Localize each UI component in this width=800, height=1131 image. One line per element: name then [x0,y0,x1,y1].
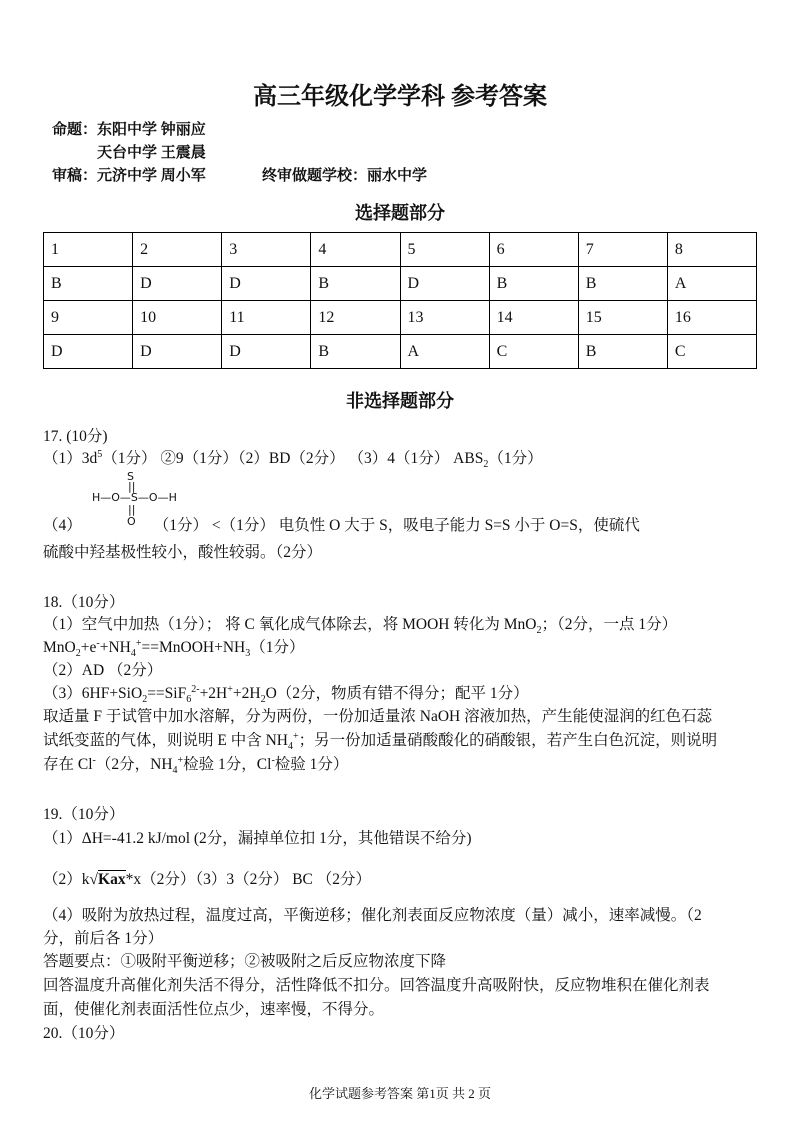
answer-line [43,448,543,470]
text-segment: +2H [199,685,228,702]
text-segment: + [292,730,299,742]
text-segment: （1）空气中加热（1分）； 将 C 氧化成气体除去，将 MOOH 转化为 MnO [43,616,537,633]
table-cell: 1 [44,233,133,267]
answer-line [43,706,712,728]
table-row [44,267,757,301]
text-segment: - [92,754,96,766]
answer-line [43,828,472,850]
text-segment: MnO [43,639,76,656]
text-segment: ；（2分，一点 1分） [541,616,678,633]
answer-line [43,999,384,1021]
text-segment: 面，使催化剂表面活性位点少，速率慢，不得分。 [43,1001,385,1018]
text-segment: （1）3d [43,450,98,467]
text-segment: 检验 1分） [274,756,349,773]
table-cell: B [489,267,578,301]
table-cell: A [667,267,756,301]
table-cell: 7 [578,233,667,267]
text-segment: 5 [97,448,103,460]
text-segment: 2- [191,683,200,695]
table-cell: 11 [222,301,311,335]
text-segment: *x（2分）（3）3（2分） BC （2分） [125,871,372,888]
author-1: 东阳中学 钟丽应 [97,122,206,138]
text-segment: 2 [536,625,542,637]
table-cell: D [133,267,222,301]
answer-line [43,869,371,891]
table-cell: 4 [311,233,400,267]
table-cell: B [44,267,133,301]
table-cell: B [578,267,667,301]
text-segment: （2）k [43,871,90,888]
table-cell: A [400,335,489,369]
text-segment: +2H [232,685,261,702]
structure-top-atom: S [127,470,134,483]
text-segment: + [227,683,233,695]
table-cell: B [578,335,667,369]
text-segment: （1分） [250,639,305,656]
text-segment: 4 [172,765,178,777]
text-segment: （4）吸附为放热过程，温度过高，平衡逆移；催化剂表面反应物浓度（量）减小，速率减慢。（2 [43,907,702,924]
text-segment: 20.（10分） [43,1025,125,1042]
text-segment: 2 [75,648,81,660]
table-cell: B [311,267,400,301]
text-segment: Kax [98,871,126,888]
text-segment: - [96,637,100,649]
answer-line [43,660,162,682]
answer-line [43,754,348,776]
text-segment: 19.（10分） [43,806,125,823]
text-segment: （2分，NH [95,756,173,773]
answer-line [43,804,124,826]
text-segment: （1分） <（1分） 电负性 O 大于 S，吸电子能力 S=S 小于 O=S，使硫代 [153,517,640,534]
text-segment: 存在 Cl [43,756,93,773]
answer-line [43,614,677,636]
answer-line [43,951,446,973]
table-cell: 8 [667,233,756,267]
text-segment: （1）ΔH=-41.2 kJ/mol (2分，漏掉单位扣 1分，其他错误不给分) [43,830,472,847]
answer-line [43,928,163,950]
table-row [44,233,757,267]
text-segment: 2 [483,459,489,471]
table-cell: 10 [133,301,222,335]
answer-line [43,426,108,448]
answer-table [43,232,757,369]
page-title: 高三年级化学学科 参考答案 [253,84,547,110]
answer-line [43,592,124,614]
text-segment: +NH [99,639,131,656]
text-segment: 硫酸中羟基极性较小，酸性较弱。（2分） [43,544,323,561]
reviewer-line [52,164,206,185]
text-segment: 2 [142,694,148,706]
reviewer: 元济中学 周小军 [97,168,206,184]
text-segment: （1分） [488,450,543,467]
text-segment: +e [80,639,97,656]
author-2: 天台中学 王震晨 [97,145,206,161]
text-segment: 3 [245,648,251,660]
table-cell: D [400,267,489,301]
table-cell: 13 [400,301,489,335]
text-segment: （2）AD （2分） [43,662,163,679]
final-school: 丽水中学 [367,168,428,184]
structure-row: H—O—S—O—H [92,491,177,504]
table-cell: 2 [133,233,222,267]
table-cell: 5 [400,233,489,267]
text-segment: （4） [43,517,82,534]
table-cell: B [311,335,400,369]
answer-line [43,637,304,659]
text-segment: 6 [186,694,192,706]
author-line [52,118,206,139]
table-cell: 15 [578,301,667,335]
text-segment: 4 [130,648,136,660]
text-segment: 答题要点：①吸附平衡逆移；②被吸附之后反应物浓度下降 [43,953,447,970]
structure-bond-bottom: || [128,503,136,516]
nonmc-section-title: 非选择题部分 [346,391,454,411]
table-cell: D [222,335,311,369]
text-segment: 分，前后各 1分） [43,930,164,947]
page-footer: 化学试题参考答案 第1页 共 2 页 [308,1086,491,1101]
author-label: 命题： [52,122,98,138]
answer-line [43,1023,124,1045]
answer-line [43,683,529,705]
mc-section-title: 选择题部分 [355,203,445,223]
table-cell: 12 [311,301,400,335]
answer-line [43,975,710,997]
answer-line [43,542,322,564]
table-cell: 16 [667,301,756,335]
text-segment: + [135,637,142,649]
text-segment: 取适量 F 于试管中加水溶解，分为两份，一份加适量浓 NaOH 溶液加热，产生能使湿润的红色石蕊 [43,708,713,725]
text-segment: ==MnOOH+NH [141,639,246,656]
table-row [44,301,757,335]
text-segment: ；另一份加适量硝酸酸化的硝酸银，若产生白色沉淀，则说明 [298,732,718,749]
final-school-line [262,164,427,185]
answer-line [43,730,717,752]
text-segment: 18.（10分） [43,594,125,611]
text-segment: 4 [287,741,293,753]
table-cell: 6 [489,233,578,267]
thiosulfuric-acid-structure [92,470,177,530]
reviewer-label: 审稿： [52,168,98,184]
table-row [44,335,757,369]
final-label: 终审做题学校： [262,168,368,184]
text-segment: 2 [260,694,266,706]
text-segment: O（2分，物质有错不得分；配平 1分） [265,685,529,702]
text-segment: 回答温度升高催化剂失活不得分，活性降低不扣分。回答温度升高吸附快，反应物堆积在催化剂表 [43,977,710,994]
text-segment: 试纸变蓝的气体，则说明 E 中含 NH [43,732,288,749]
text-segment: ==SiF [147,685,187,702]
table-cell: C [489,335,578,369]
answer-line [43,905,702,927]
text-segment: （3）6HF+SiO [43,685,143,702]
text-segment: （1分） ②9（1分）（2）BD（2分） （3）4（1分） ABS [102,450,484,467]
text-segment: - [271,754,275,766]
structure-bottom-atom: O [127,515,136,528]
text-segment: 17. (10分) [43,428,108,445]
table-cell: 14 [489,301,578,335]
table-cell: D [222,267,311,301]
structure-bond-top: || [128,480,136,493]
text-segment: + [177,754,184,766]
text-segment: √ [89,871,99,888]
table-cell: C [667,335,756,369]
table-cell: D [44,335,133,369]
table-cell: D [133,335,222,369]
table-cell: 3 [222,233,311,267]
table-cell: 9 [44,301,133,335]
text-segment: 检验 1分，Cl [183,756,272,773]
